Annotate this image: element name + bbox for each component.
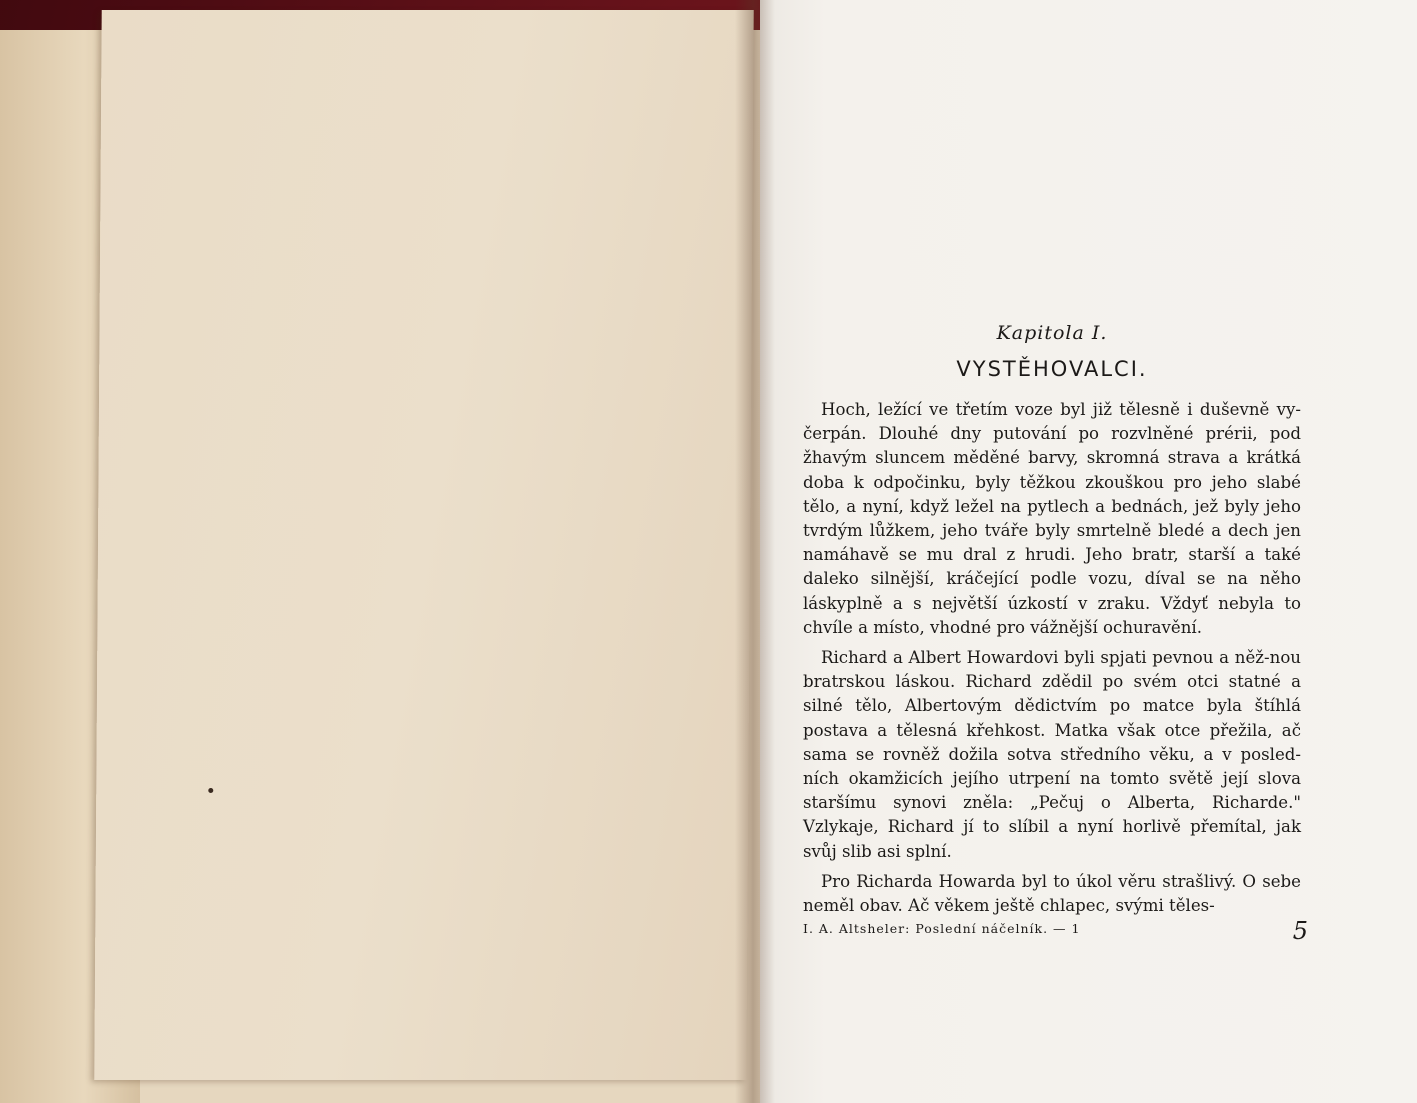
chapter-label: Kapitola I. [996, 322, 1108, 344]
paragraph: Pro Richarda Howarda byl to úkol věru strašlivý. O sebe neměl obav. Ač věkem ještě chlapec, svými těles- [803, 871, 1301, 916]
footer-citation: I. A. Altsheler: Poslední náčelník. — 1 [803, 921, 1081, 936]
chapter-title: VYSTĚHOVALCI. [956, 357, 1148, 381]
book-gutter [735, 0, 775, 1103]
left-blank-page [94, 10, 753, 1080]
page-text [803, 318, 1301, 924]
paper-speck [208, 788, 213, 793]
paragraph: Hoch, ležící ve třetím voze byl již tělesně i duševně vy-čerpán. Dlouhé dny putování po rozvlněné prérii, pod žhavým sluncem měděné barvy, skromná strava a krátká doba k odpočinku, byly těžkou zkouškou pro jeho slabé tělo, a nyní, když ležel na pytlech a bednách, jež byly jeho tvrdým lůžkem, jeho tváře byly smrtelně bledé a dech jen namáhavě se mu dral z hrudi. Jeho bratr, starší a také daleko silnější, kráčející podle vozu, díval se na něho láskyplně a s největší úzkostí v zraku. Vždyť nebyla to chvíle a místo, vhodné pro vážnější ochuravění. [803, 400, 1301, 637]
paragraph: Richard a Albert Howardovi byli spjati pevnou a něž-nou bratrskou láskou. Richard zdědil po svém otci statné a silné tělo, Albertovým dědictvím po matce byla štíhlá postava a tělesná křehkost. Matka však otce přežila, ač sama se rovněž dožila sotva středního věku, a v posled-ních okamžicích jejího utrpení na tomto světě její slova staršímu synovi zněla: „Pečuj o Alberta, Richarde." Vzlykaje, Richard jí to slíbil a nyní horlivě přemítal, jak svůj slib asi splní. [803, 648, 1301, 861]
page-number: 5 [1292, 917, 1308, 945]
